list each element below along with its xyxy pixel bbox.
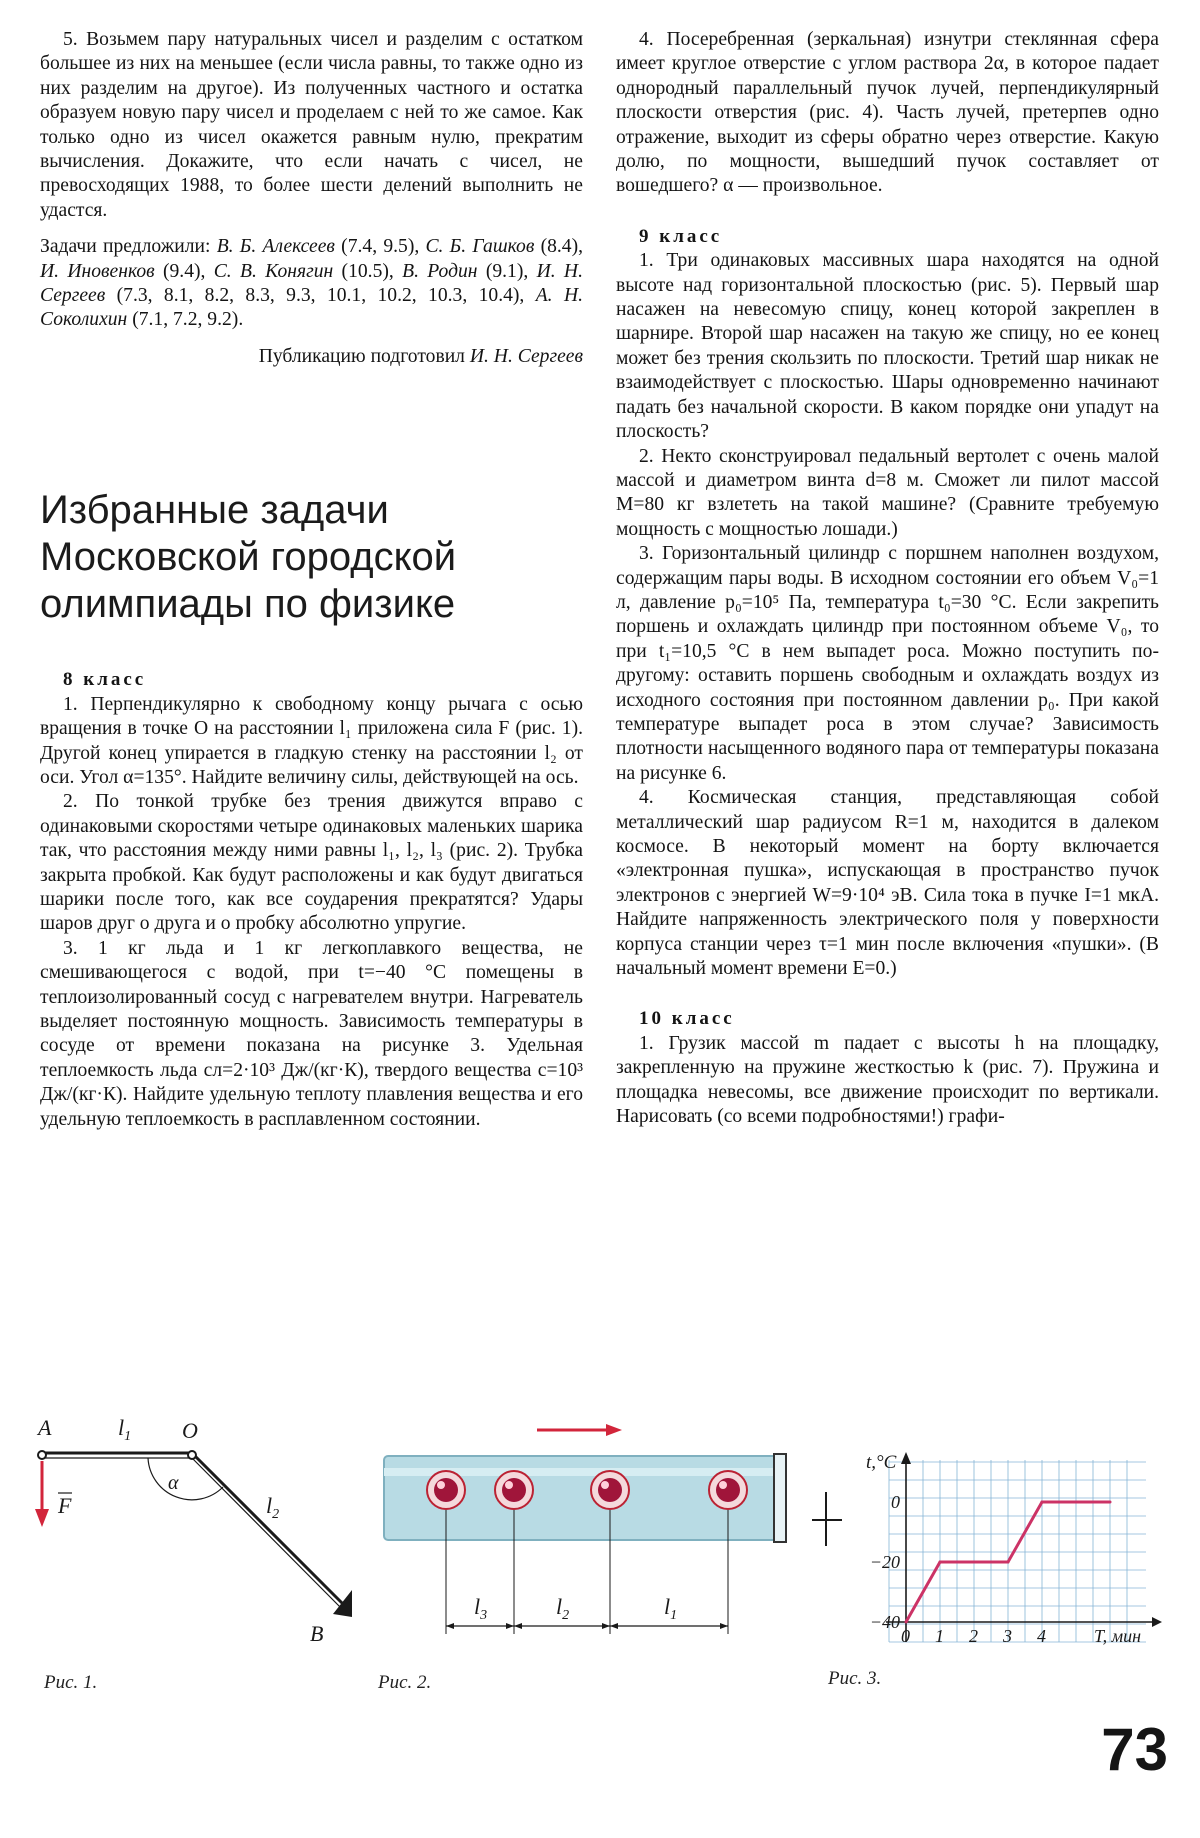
label-l2-letter: l — [266, 1493, 273, 1518]
x-axis-arrow — [1152, 1617, 1162, 1627]
y-tick-label: 0 — [891, 1492, 900, 1512]
author-tasks: (9.1), — [477, 260, 537, 282]
y-tick-label: −20 — [869, 1552, 900, 1572]
label-b: B — [310, 1621, 324, 1646]
authors-credit — [40, 235, 583, 333]
y-tick-label: −40 — [869, 1612, 900, 1632]
prepared-name: И. Н. Сергеев — [469, 345, 583, 367]
ball-3 — [495, 1471, 533, 1509]
data-point — [1007, 1561, 1010, 1564]
author-name: И. Иновенков — [40, 260, 155, 282]
ball-4 — [427, 1471, 465, 1509]
author-name: С. В. Конягин — [213, 260, 334, 282]
author-tasks: (10.5), — [333, 260, 403, 282]
data-point — [939, 1561, 942, 1564]
y-axis-arrow — [901, 1452, 911, 1464]
author-name: А. Н. Соколихин — [40, 285, 583, 331]
problem-8-1: 1. Перпендикулярно к свободному концу рычага с осью вращения в точке O на расстоянии l₁ приложена сила F (рис. 1). Другой конец упирается в гладкую стенку на расстоянии l₂ от оси. Угол α=135°. Найдите величину силы, действующей на ось. — [40, 693, 583, 788]
page-number: 73 — [1101, 1716, 1168, 1783]
author-name: И. Н. Сергеев — [40, 260, 583, 307]
angle-arc — [148, 1458, 223, 1500]
force-arrow-head — [35, 1509, 49, 1527]
problem-7-4: 4. Посеребренная (зеркальная) изнутри стеклянная сфера имеет круглое отверстие с углом раствора 2α, в которое падает однородный параллельный пучок лучей, перпендикулярный плоскости отверстия (рис. 4). Часть лучей, претерпев одно отражение, выходит из сферы обратно через отверстие. Какую долю, по мощности, вышедший пучок составляет от вошедшего? α — произвольное. — [616, 29, 1159, 197]
right-column — [616, 28, 1159, 1129]
author-tasks: (9.4), — [154, 260, 214, 282]
label-alpha: α — [168, 1472, 179, 1494]
authors-prefix: Задачи предложили: — [40, 236, 217, 258]
x-tick-label: 4 — [1037, 1626, 1046, 1646]
lever-arm-l2 — [192, 1453, 350, 1611]
ball-1 — [709, 1471, 747, 1509]
problem-9-1: 1. Три одинаковых массивных шара находятся на одной высоте над горизонтальной плоскостью (рис. 5). Первый шар насажен на невесомую спицу, конец которой закреплен в шарнире. Второй шар насажен на такую же спицу, но ее конец может без трения скользить по плоскости. Третий шар никак не взаимодействует с плоскостью. Шары одновременно начинают падать без начальной скорости. В каком порядке они упадут на плоскость? — [616, 250, 1159, 443]
author-tasks: (7.3, 8.1, 8.2, 8.3, 9.3, 10.1, 10.2, 10.3, 10.4), — [105, 285, 536, 307]
problem-9-2: 2. Некто сконструировал педальный вертолет с очень малой массой и диаметром винта d=8 м. Сможет ли пилот массой M=80 кг взлететь на такой машине? (Сравните требуемую мощность с мощностью лошади.) — [616, 445, 1159, 540]
problem-9-4: 4. Космическая станция, представляющая собой металлический шар радиусом R=1 м, находится в далеком космосе. В некоторый момент на борту включается «электронная пушка», испускающая в пространство пучок электронов с энергией W=9·10⁴ эВ. Сила тока в пучке I=1 мкА. Найдите напряженность электрического поля у поверхности корпуса станции через τ=1 мин после включения «пушки». (В начальный момент времени E=0.) — [616, 787, 1159, 980]
y-axis-label: t,°C — [866, 1452, 897, 1473]
tube-cork — [774, 1454, 786, 1542]
label-o: O — [182, 1418, 198, 1443]
figure-2-tube — [382, 1418, 852, 1648]
data-point — [905, 1621, 908, 1624]
label-l1-letter: l — [118, 1415, 125, 1440]
label-l1 — [664, 1594, 677, 1623]
label-l2-sub: 2 — [272, 1507, 280, 1522]
x-axis-label: T, мин — [1094, 1626, 1142, 1646]
problem-7-5: 5. Возьмем пару натуральных чисел и разделим с остатком большее из них на меньшее (если числа равны, то также одно из них разделим на другое). Из полученных частного и остатка образуем новую пару чисел и проделаем с ней то же самое. Как только одно из чисел окажется равным нулю, прекратим вычисления. Докажите, что если начать с чисел, не превосходящих 1988, то более шести делений выполнить не удастся. — [40, 29, 583, 221]
label-l1 — [118, 1415, 131, 1444]
figure-1-lever — [30, 1405, 370, 1645]
ball-2 — [591, 1471, 629, 1509]
x-tick-label: 1 — [935, 1626, 944, 1646]
grade-10-heading: 10 класс — [639, 1008, 735, 1030]
author-name: С. Б. Гашков — [425, 236, 535, 258]
figure-1-caption: Рис. 1. — [44, 1672, 98, 1693]
author-tasks: (7.4, 9.5), — [334, 236, 426, 258]
data-point — [1109, 1501, 1112, 1504]
prepared-prefix: Публикацию подготовил — [258, 345, 470, 367]
figure-2-caption: Рис. 2. — [378, 1672, 432, 1693]
problem-9-3: 3. Горизонтальный цилиндр с поршнем наполнен воздухом, содержащим пары воды. В исходном состоянии его объем V₀=1 л, давление p₀=10⁵ Па, температура t₀=30 °C. Если закрепить поршень и охлаждать цилиндр при постоянном объеме V₀, то при t₁=10,5 °C в нем выпадет роса. Можно поступить по-другому: оставить поршень свободным и охлаждать воздух из исходного состояния при постоянном давлении p₀. При какой температуре выпадет роса в этом случае? Зависимость плотности насыщенного водяного пара от температуры показана на рисунке 6. — [616, 543, 1159, 784]
author-tasks: (8.4), — [534, 236, 584, 258]
x-tick-label: 2 — [969, 1626, 978, 1646]
label-l2 — [556, 1594, 569, 1623]
article-title: Избранные задачи Московской городской олимпиады по физике — [40, 488, 457, 627]
pivot-a — [38, 1451, 46, 1459]
data-point — [1041, 1501, 1044, 1504]
left-column — [40, 28, 583, 1132]
prepared-by — [40, 345, 583, 369]
grade-8-heading: 8 класс — [63, 669, 147, 691]
label-l1-letter: l — [664, 1594, 671, 1619]
label-l3-sub: 3 — [480, 1608, 488, 1623]
label-l2-sub: 2 — [562, 1608, 570, 1623]
lever-arm-l2-inner — [192, 1458, 346, 1613]
label-l1-sub: 1 — [124, 1429, 132, 1444]
problem-10-1: 1. Грузик массой m падает с высоты h на площадку, закрепленную на пружине жесткостью k (рис. 7). Пружина и площадка невесомы, все движение происходит по вертикали. Нарисовать (со всеми подробностями!) графи- — [616, 1032, 1159, 1128]
x-tick-label: 0 — [901, 1626, 910, 1646]
label-l2 — [266, 1493, 279, 1522]
label-l3 — [474, 1594, 487, 1623]
grade-9-heading: 9 класс — [639, 225, 723, 247]
author-tasks: (7.1, 7.2, 9.2). — [127, 309, 244, 331]
label-a: A — [38, 1415, 52, 1440]
label-l1-sub: 1 — [670, 1608, 678, 1623]
problem-8-3: 3. 1 кг льда и 1 кг легкоплавкого вещества, не смешивающегося с водой, при t=−40 °C помещены в теплоизолированный сосуд с нагревателем внутри. Нагреватель выделяет постоянную мощность. Зависимость температуры в сосуде от времени показана на рисунке 3. Удельная теплоемкость льда cл=2·10³ Дж/(кг·К), твердого вещества c=10³ Дж/(кг·К). Найдите удельную теплоту плавления вещества и его удельную теплоемкость в расплавленном состоянии. — [40, 937, 583, 1130]
label-f: F — [58, 1493, 72, 1518]
motion-arrow-head — [606, 1424, 622, 1436]
label-l3-letter: l — [474, 1594, 481, 1619]
author-name: В. Б. Алексеев — [216, 236, 335, 258]
figure-3-chart — [828, 1452, 1166, 1692]
author-name: В. Родин — [402, 260, 478, 282]
chart-title-caption: Рис. 3. — [828, 1668, 882, 1689]
label-l2-letter: l — [556, 1594, 563, 1619]
problem-8-2: 2. По тонкой трубке без трения движутся вправо с одинаковыми скоростями четыре одинаковых маленьких шарика так, что расстояния между ними равны l₁, l₂, l₃ (рис. 2). Трубка закрыта пробкой. Как будут расположены и как будут двигаться шарики после того, как все соударения прекратятся? Удары шаров друг о друга и о пробку абсолютно упругие. — [40, 791, 583, 935]
x-tick-label: 3 — [1003, 1626, 1012, 1646]
pivot-o — [188, 1451, 196, 1459]
